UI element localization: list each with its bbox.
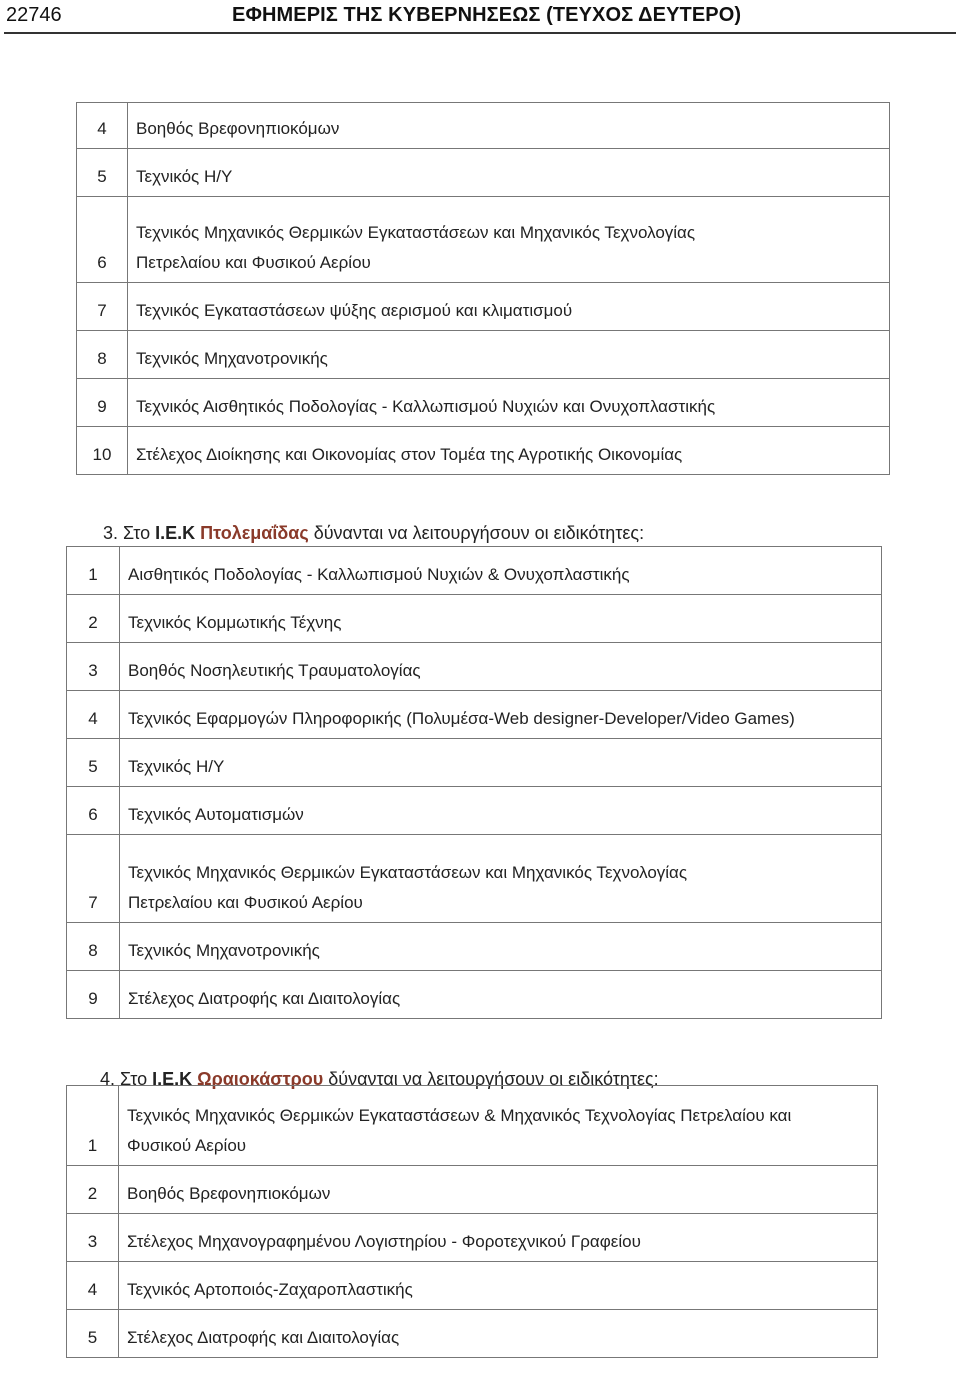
row-number: 2 <box>67 1166 119 1214</box>
specialty-line: Τεχνικός Η/Υ <box>128 757 225 776</box>
specialty-cell <box>120 595 882 643</box>
table-row <box>77 103 890 149</box>
row-number: 1 <box>67 547 120 595</box>
specialty-cell <box>128 103 890 149</box>
section-3-school-code: Ι.Ε.Κ <box>155 523 201 543</box>
row-number: 9 <box>77 379 128 427</box>
section-4-prefix: 4. Στο <box>100 1069 153 1089</box>
row-number: 9 <box>67 971 120 1019</box>
specialty-cell <box>119 1166 878 1214</box>
row-number: 2 <box>67 595 120 643</box>
table-row <box>67 1166 878 1214</box>
row-number: 8 <box>77 331 128 379</box>
table-row <box>67 787 882 835</box>
specialty-line: Τεχνικός Μηχανοτρονικής <box>136 349 328 368</box>
specialty-cell <box>120 643 882 691</box>
specialty-cell <box>128 197 890 283</box>
specialty-line: Φυσικού Αερίου <box>127 1136 247 1155</box>
specialty-line: Τεχνικός Κομμωτικής Τέχνης <box>128 613 342 632</box>
specialty-cell <box>120 923 882 971</box>
table-row <box>67 691 882 739</box>
table-row <box>77 427 890 475</box>
specialty-cell <box>120 971 882 1019</box>
table-row <box>77 149 890 197</box>
specialty-cell <box>128 331 890 379</box>
specialty-cell <box>120 547 882 595</box>
specialty-line: Τεχνικός Μηχανικός Θερμικών Εγκαταστάσεων & Μηχανικός Τεχνολογίας Πετρελαίου και <box>127 1106 792 1125</box>
table-row <box>67 923 882 971</box>
row-number: 6 <box>67 787 120 835</box>
specialty-line: Πετρελαίου και Φυσικού Αερίου <box>136 253 371 272</box>
page-header <box>0 0 960 34</box>
specialty-line: Τεχνικός Εγκαταστάσεων ψύξης αερισμού και κλιματισμού <box>136 301 573 320</box>
specialty-line: Βοηθός Νοσηλευτικής Τραυματολογίας <box>128 661 421 680</box>
table-row <box>67 1086 878 1166</box>
table-row <box>77 283 890 331</box>
page-number: 22746 <box>6 4 62 26</box>
table-row <box>67 643 882 691</box>
table-row <box>67 835 882 923</box>
specialty-line: Πετρελαίου και Φυσικού Αερίου <box>128 893 363 912</box>
row-number: 4 <box>67 1262 119 1310</box>
row-number: 3 <box>67 1214 119 1262</box>
specialty-line: Στέλεχος Διατροφής και Διαιτολογίας <box>128 989 401 1008</box>
section-4-school-name: Ωραιοκάστρου <box>197 1069 324 1089</box>
row-number: 7 <box>77 283 128 331</box>
specialty-line: Τεχνικός Η/Υ <box>136 167 233 186</box>
specialty-cell <box>128 149 890 197</box>
specialty-cell <box>119 1262 878 1310</box>
table-row <box>67 595 882 643</box>
specialty-cell <box>128 427 890 475</box>
table-row <box>77 379 890 427</box>
table-row <box>67 739 882 787</box>
specialty-line: Τεχνικός Αρτοποιός-Ζαχαροπλαστικής <box>127 1280 413 1299</box>
row-number: 1 <box>67 1086 119 1166</box>
table-row <box>67 1262 878 1310</box>
row-number: 3 <box>67 643 120 691</box>
specialty-cell <box>120 739 882 787</box>
row-number: 4 <box>77 103 128 149</box>
table-row <box>67 1214 878 1262</box>
row-number: 5 <box>77 149 128 197</box>
row-number: 5 <box>67 1310 119 1358</box>
table-row <box>77 197 890 283</box>
specialty-cell <box>120 691 882 739</box>
specialty-line: Τεχνικός Μηχανικός Θερμικών Εγκαταστάσεων και Μηχανικός Τεχνολογίας <box>128 863 688 882</box>
row-number: 5 <box>67 739 120 787</box>
section-3-suffix: δύνανται να λειτουργήσουν οι ειδικότητες: <box>308 523 645 543</box>
specialty-line: Τεχνικός Μηχανοτρονικής <box>128 941 320 960</box>
row-number: 7 <box>67 835 120 923</box>
specialty-cell <box>119 1086 878 1166</box>
row-number: 8 <box>67 923 120 971</box>
table-row <box>67 547 882 595</box>
specialty-cell <box>128 283 890 331</box>
section-4-suffix: δύνανται να λειτουργήσουν οι ειδικότητες: <box>323 1069 659 1089</box>
table-row <box>67 971 882 1019</box>
specialty-cell <box>119 1214 878 1262</box>
table-row <box>77 331 890 379</box>
specialty-line: Τεχνικός Εφαρμογών Πληροφορικής (Πολυμέσα-Web designer-Developer/Video Games) <box>128 709 795 728</box>
specialty-line: Βοηθός Βρεφονηπιοκόμων <box>136 119 340 138</box>
specialty-line: Στέλεχος Διοίκησης και Οικονομίας στον Τομέα της Αγροτικής Οικονομίας <box>136 445 683 464</box>
specialties-table-1 <box>76 102 890 475</box>
section-3-prefix: 3. Στο <box>103 523 156 543</box>
specialty-cell <box>119 1310 878 1358</box>
specialty-line: Στέλεχος Μηχανογραφημένου Λογιστηρίου - Φοροτεχνικού Γραφείου <box>127 1232 641 1251</box>
row-number: 6 <box>77 197 128 283</box>
section-4-school-code: Ι.Ε.Κ <box>152 1069 198 1089</box>
specialties-table-2 <box>66 546 882 1019</box>
table-row <box>67 1310 878 1358</box>
specialty-line: Αισθητικός Ποδολογίας - Καλλωπισμού Νυχιών & Ονυχοπλαστικής <box>128 565 630 584</box>
specialty-cell <box>120 835 882 923</box>
specialty-line: Στέλεχος Διατροφής και Διαιτολογίας <box>127 1328 400 1347</box>
header-divider <box>4 32 956 34</box>
specialty-line: Τεχνικός Αυτοματισμών <box>128 805 304 824</box>
specialty-line: Τεχνικός Μηχανικός Θερμικών Εγκαταστάσεων και Μηχανικός Τεχνολογίας <box>136 223 696 242</box>
section-3-school-name: Πτολεμαΐδας <box>200 523 309 543</box>
specialty-cell <box>120 787 882 835</box>
specialty-line: Βοηθός Βρεφονηπιοκόμων <box>127 1184 331 1203</box>
specialties-table-3 <box>66 1085 878 1358</box>
row-number: 10 <box>77 427 128 475</box>
row-number: 4 <box>67 691 120 739</box>
gazette-title: ΕΦΗΜΕΡΙΣ ΤΗΣ ΚΥΒΕΡΝΗΣΕΩΣ (ΤΕΥΧΟΣ ΔΕΥΤΕΡΟ) <box>232 4 742 26</box>
section-3-heading <box>103 523 644 544</box>
specialty-cell <box>128 379 890 427</box>
specialty-line: Τεχνικός Αισθητικός Ποδολογίας - Καλλωπισμού Νυχιών και Ονυχοπλαστικής <box>136 397 716 416</box>
